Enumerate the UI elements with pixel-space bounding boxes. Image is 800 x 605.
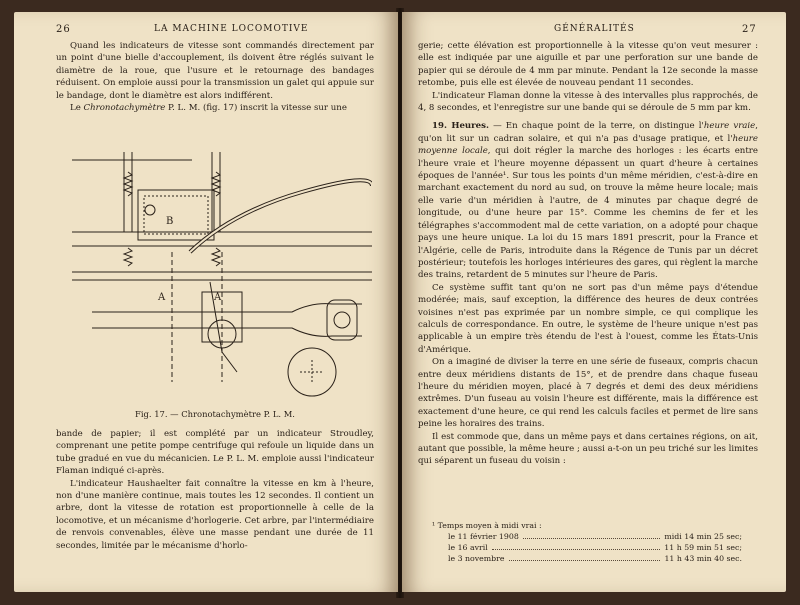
right-running-head: GÉNÉRALITÉS [554,24,635,34]
figure-17-caption: Fig. 17. — Chronotachymètre P. L. M. [135,409,295,419]
left-para-2-prefix: Le [70,103,81,114]
left-para-1: Quand les indicateurs de vitesse sont commandés directement par un point d'une bielle d'accouplement, ils doivent être réglés suivant le diamètre de la roue, que l'usure et le retournage des bandages réduisent. On emploie aussi pour la transmission un galet qui appuie sur le bandage, dont le diamètre est alors indifférent. [56,41,374,101]
left-page-number: 26 [56,24,71,35]
right-para-2: L'indicateur Flaman donne la vitesse à des intervalles plus rapprochés, de 4, 8 secondes, et l'enregistre sur une bande qui se déroule de 5 mm par km. [418,90,758,114]
footnote-row [432,553,742,564]
footnote-date: le 16 avril [448,543,488,552]
right-para-3-italic-2: heure moyenne locale [418,133,758,157]
fig-label-b: B [166,216,174,227]
right-para-5: On a imaginé de diviser la terre en une série de fuseaux, compris chacun entre deux méridiens distants de 15°, et de prendre dans chaque fuseau l'heure du méridien moyen, placé à 7 degrés et demi des deux méridiens extrêmes. D'un fuseau au voisin l'heure est différente, mais la différence est exactement d'une heure, ce qui rend les calculs faciles et permet de lire sans peine les horaires des trains. [418,357,758,430]
left-bottom-text [56,428,374,552]
right-para-1: gerie; cette élévation est proportionnelle à la vitesse qu'on veut mesurer : elle est indiquée par une aiguille et par une perforation sur une bande de papier qui se déroule de 4 mm par minute. Pendant la 12e seconde la masse retombe, puis elle est élevée de nouveau pendant 11 secondes. [418,41,758,89]
left-para-2 [56,102,374,114]
footnote-row [432,542,742,553]
fig-dial [145,205,155,215]
fig-label-a-left: A [158,292,166,303]
right-para-3 [418,120,758,281]
left-para-3: bande de papier; il est complété par un indicateur Stroudley, comprenant une petite pompe centrifuge qui refoule un liquide dans un tube gradué en vue du mécanicien. Le P. L. M. emploie aussi l'indicateur Flaman indiqué ci-après. [56,429,374,477]
footnote-time: 11 h 43 min 40 sec. [664,554,742,563]
footnote-time: 11 h 59 min 51 sec; [664,543,742,552]
left-running-head: LA MACHINE LOCOMOTIVE [154,24,309,34]
right-page-number: 27 [742,24,757,35]
left-para-4: L'indicateur Haushaelter fait connaître la vitesse en km à l'heure, non d'une manière continue, mais toutes les 12 secondes. Il contient un arbre, dont la vitesse de rotation est proportionnelle à celle de la locomotive, et un mécanisme d'horlogerie. Cet arbre, par l'intermédiaire de renvois convenables, élève une masse pendant une durée de 11 secondes, limitée par le mécanisme d'horlo- [56,478,374,551]
right-para-6: Il est commode que, dans un même pays et dans certaines régions, on ait, autant que possible, la même heure ; aussi a-t-on un peu triché sur les limites qui séparent un fuseau du voisin : [418,431,758,467]
footnote-time: midi 14 min 25 sec; [664,532,742,541]
right-para-3-c: , qui doit régler la marche des horloges : les écarts entre l'heure vraie et l'heure moyenne dépassent un quart d'heure à certaines époques de l'année¹. Sur tous les points d'un même méridien, c'est-à-dire en marchant exactement du nord au sud, on trouve la même heure locale; mais elle varie d'un méridien à l'autre, de 4 minutes par chaque degré de longitude, ou d'une heure par 15°. Comme les chemins de fer et les télégraphes s'accommodent mal de cette variation, on a adopté pour chaque pays une heure unique. La loi du 15 mars 1891 prescrit, pour la France et l'Algérie, celle de Paris, introduite dans la Régence de Tunis par un décret postérieur; toutefois les horloges intérieures des gares, qui règlent la marche des trains, retardent de 5 minutes sur l'heure de Paris. [418,146,758,281]
right-para-3-a: — En chaque point de la terre, on distingue l' [488,121,704,132]
right-body-text [418,40,758,468]
footnote-row [432,531,742,542]
right-page [402,12,786,592]
left-page [14,12,398,592]
figure-17-drawing [72,152,372,402]
footnote-title: ¹ Temps moyen à midi vrai : [432,521,542,530]
footnote-date: le 3 novembre [448,554,505,563]
footnote [432,520,742,564]
fig-label-a-right: A [214,292,222,303]
left-top-text [56,40,374,114]
footnote-date: le 11 février 1908 [448,532,519,541]
right-para-3-b: , qu'on lit sur un cadran solaire, et qui n'a pas d'usage pratique, et l' [418,121,758,144]
section-heading-heures: 19. Heures. [432,121,489,132]
left-para-2-rest: P. L. M. (fig. 17) inscrit la vitesse sur une [168,103,347,114]
right-para-3-italic-1: heure vraie [703,121,756,132]
right-para-4: Ce système suffit tant qu'on ne sort pas d'un même pays d'étendue modérée; mais, sauf exception, la différence des heures de deux contrées voisines n'est pas exprimée par un nombre simple, ce qui complique les calculs de correspondance. En outre, le système de l'heure unique n'est pas applicable à un empire très étendu de l'est à l'ouest, comme les États-Unis d'Amérique. [418,282,758,355]
left-para-2-italic: Chronotachymètre [83,103,166,114]
